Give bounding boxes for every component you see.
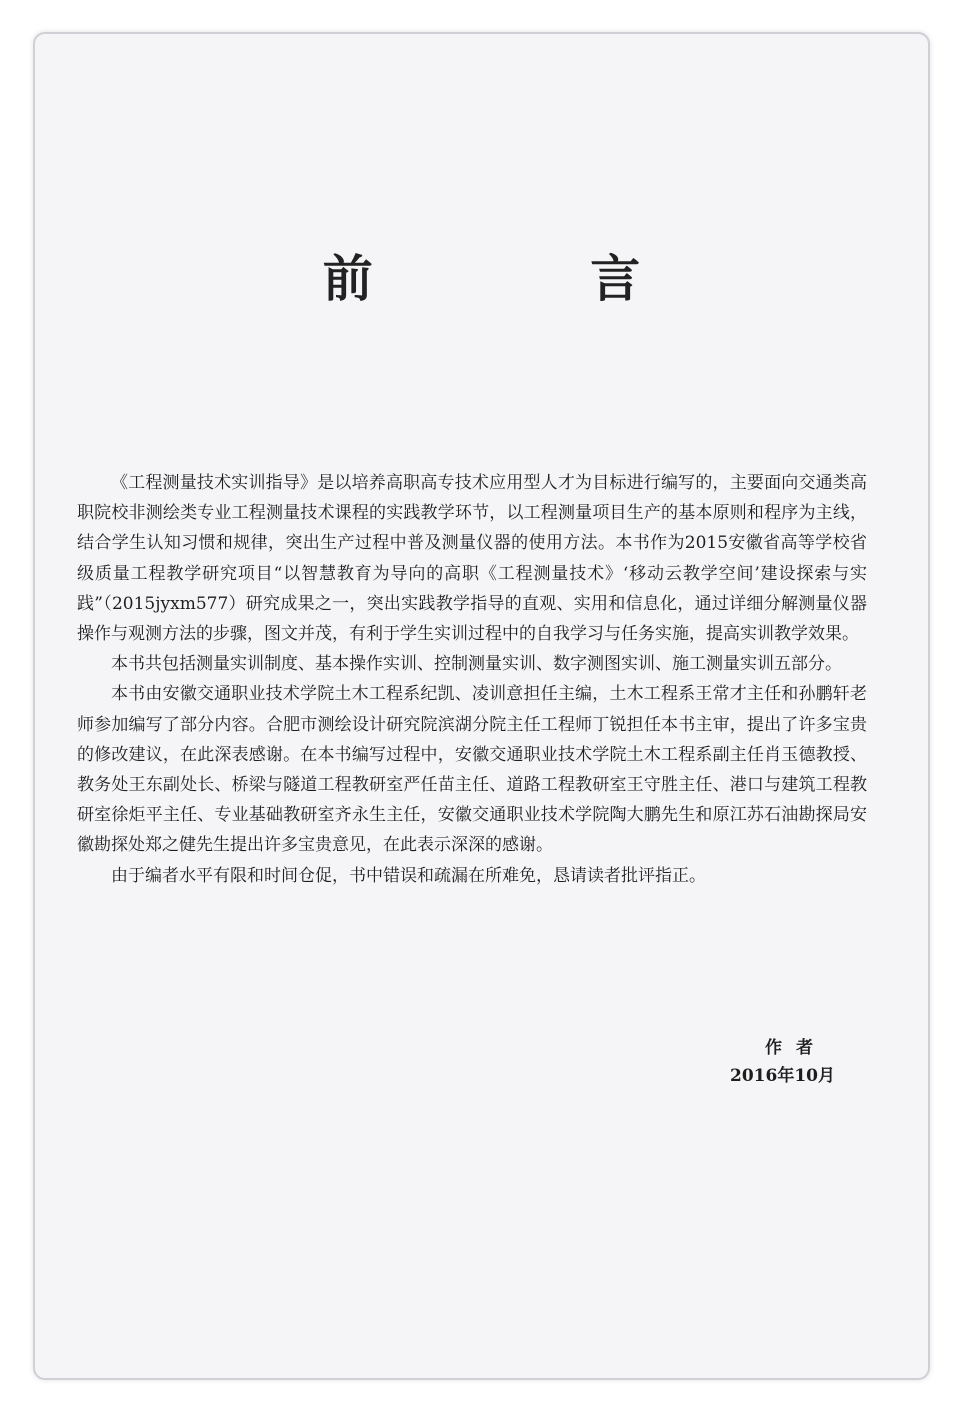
- paragraph-3: 本书由安徽交通职业技术学院土木工程系纪凯、凌训意担任主编，土木工程系王常才主任和孙鹏轩老师参加编写了部分内容。合肥市测绘设计研究院滨湖分院主任工程师丁锐担任本书主审，提出了许多宝贵的修改建议，在此深表感谢。在本书编写过程中，安徽交通职业技术学院土木工程系副主任肖玉德教授、教务处王东副处长、桥梁与隧道工程教研室严任苗主任、道路工程教研室王守胜主任、港口与建筑工程教研室徐炬平主任、专业基础教研室齐永生主任，安徽交通职业技术学院陶大鹏先生和原江苏石油勘探局安徽勘探处郑之健先生提出许多宝贵意见，在此表示深深的感谢。: [77, 684, 867, 856]
- page-sheet: [33, 32, 930, 1380]
- paragraph-1: 《工程测量技术实训指导》是以培养高职高专技术应用型人才为目标进行编写的，主要面向交通类高职院校非测绘类专业工程测量技术课程的实践教学环节，以工程测量项目生产的基本原则和程序为主线，结合学生认知习惯和规律，突出生产过程中普及测量仪器的使用方法。本书作为2015安徽省高等学校省级质量工程教学研究项目“以智慧教育为导向的高职《工程测量技术》‘移动云教学空间’建设探索与实践”（2015jyxm577）研究成果之一，突出实践教学指导的直观、实用和信息化，通过详细分解测量仪器操作与观测方法的步骤，图文并茂，有利于学生实训过程中的自我学习与任务实施，提高实训教学效果。: [77, 473, 867, 645]
- date-label: 2016年10月: [730, 1066, 835, 1086]
- page-title: 前 言: [322, 250, 741, 308]
- preface-body: [77, 468, 867, 891]
- author-label: 作者: [765, 1038, 827, 1058]
- paragraph-2: 本书共包括测量实训制度、基本操作实训、控制测量实训、数字测图实训、施工测量实训五部分。: [111, 654, 842, 675]
- signature-block: [695, 1034, 835, 1090]
- paragraph-4: 由于编者水平有限和时间仓促，书中错误和疏漏在所难免，恳请读者批评指正。: [111, 865, 706, 886]
